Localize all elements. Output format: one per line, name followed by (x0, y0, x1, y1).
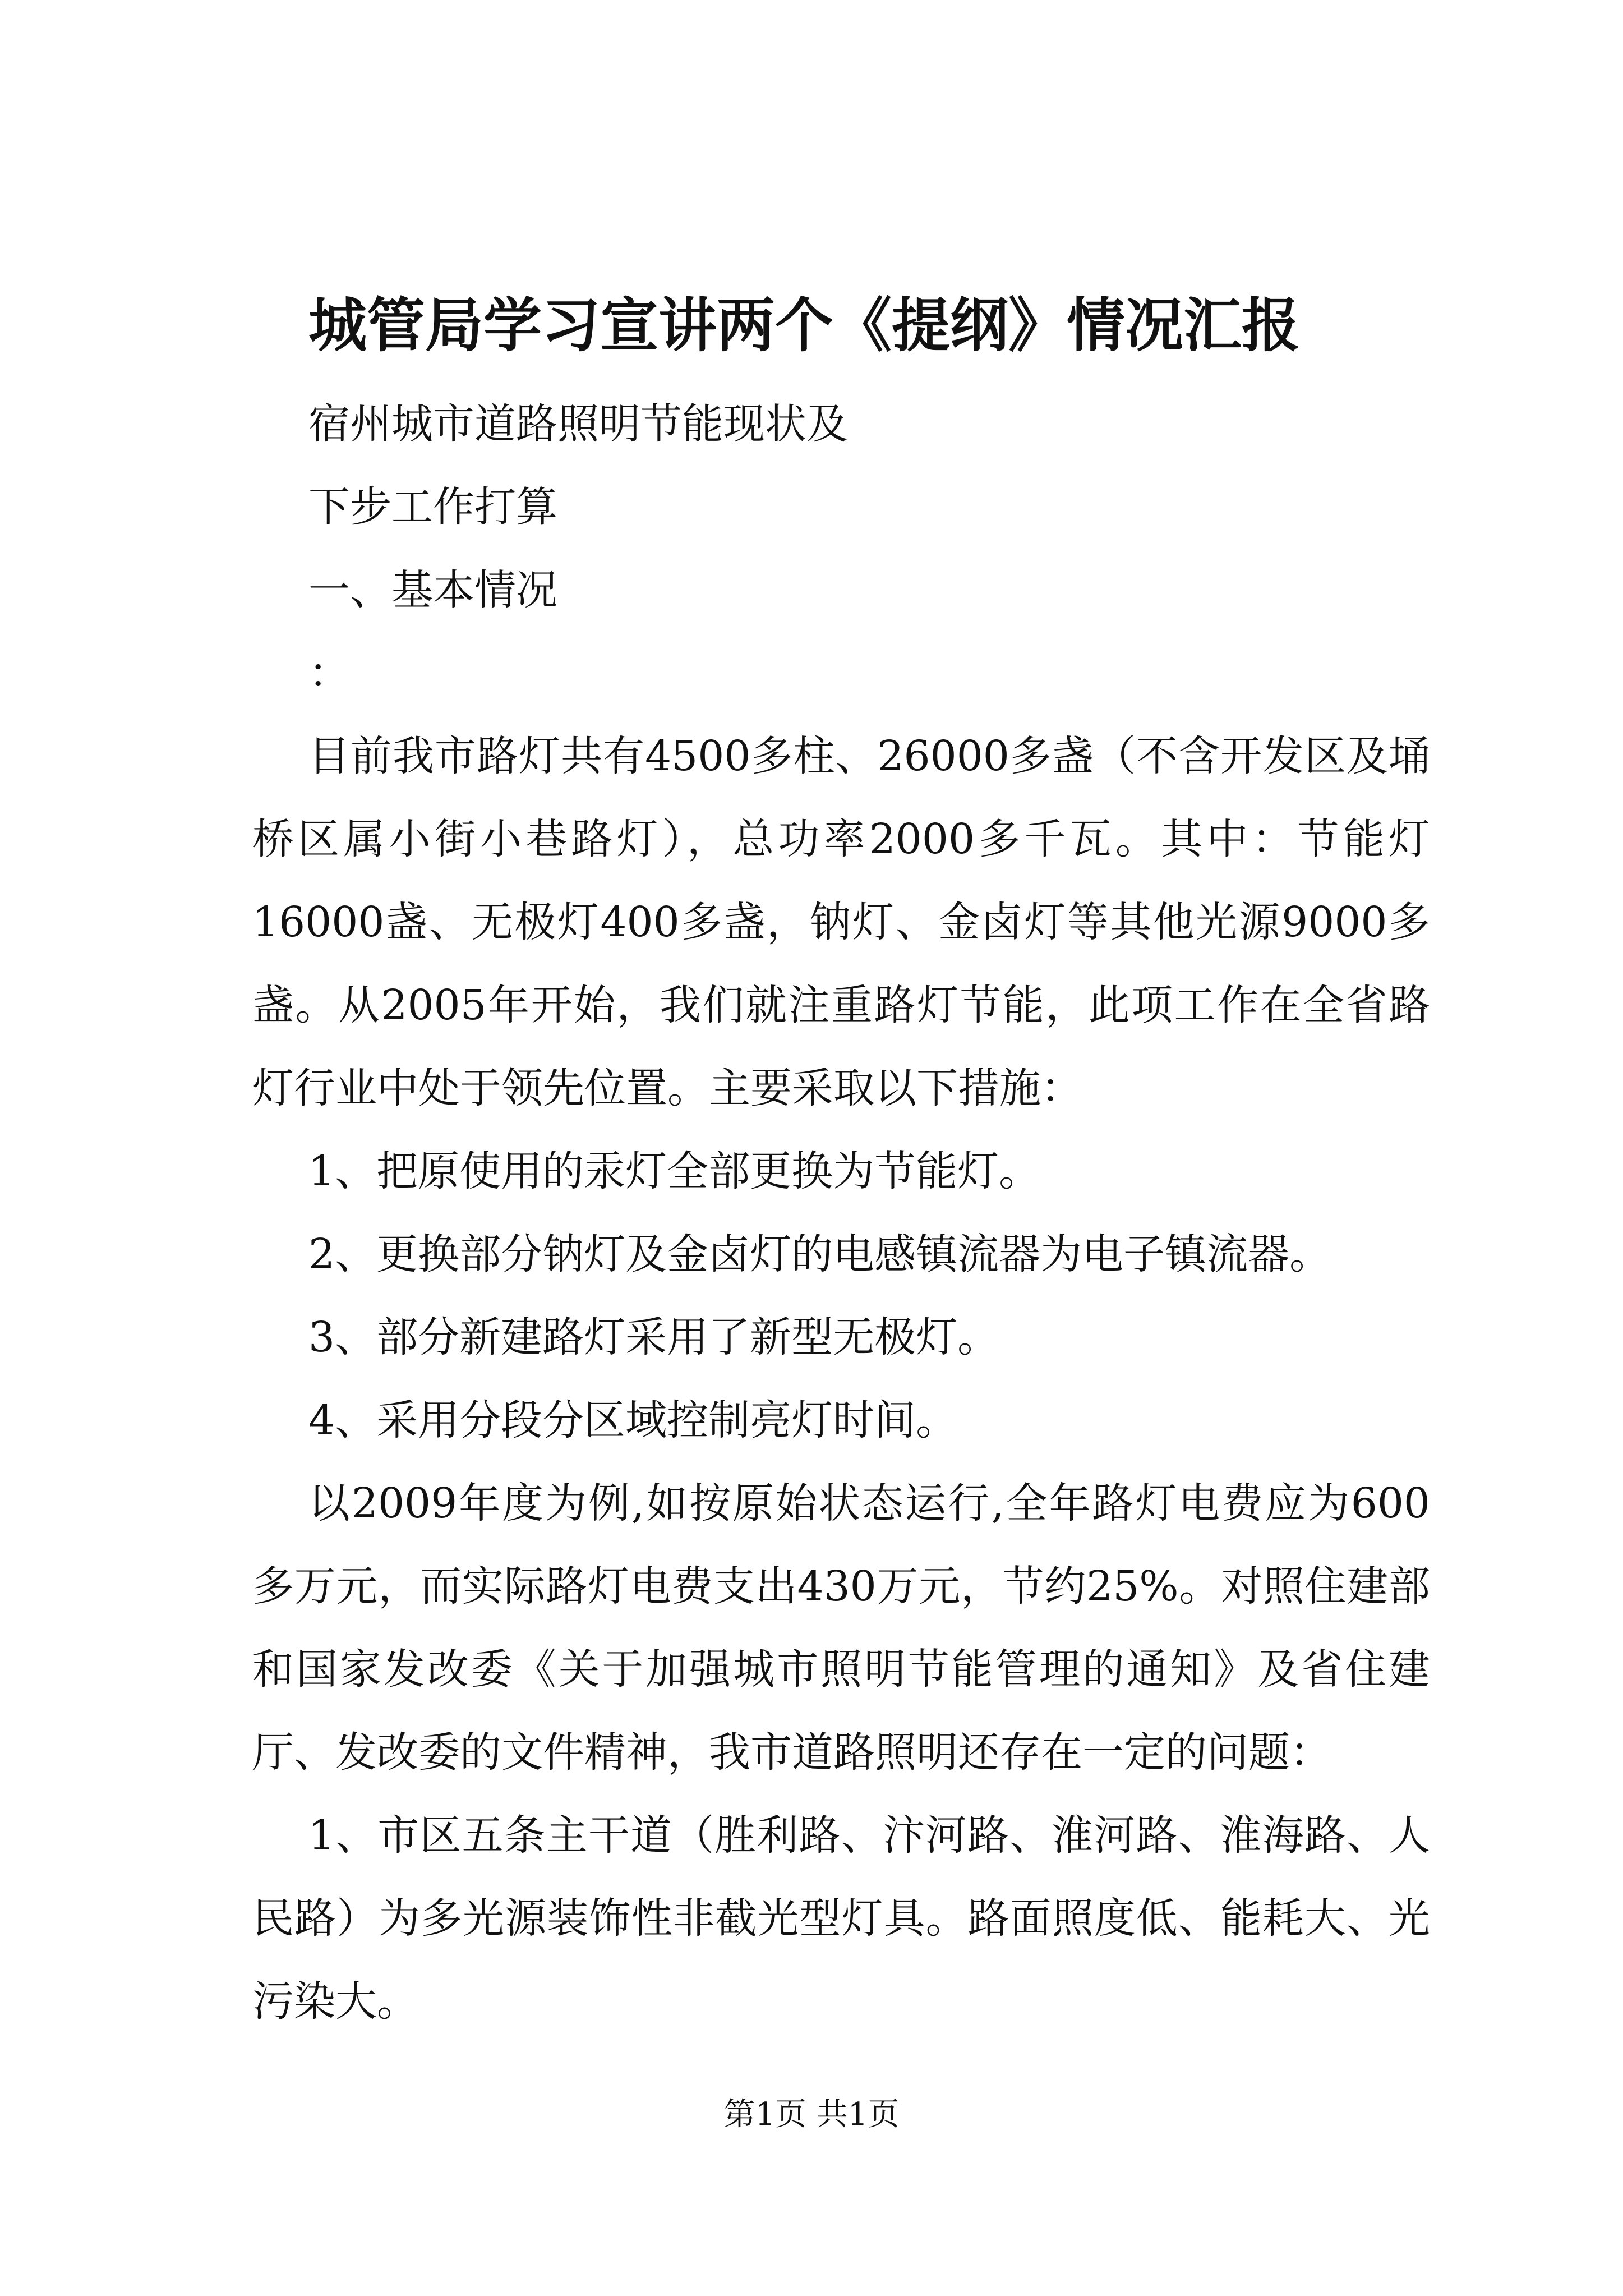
document-body (252, 383, 1430, 2043)
measure-item-1: 1、把原使用的汞灯全部更换为节能灯。 (308, 1147, 1041, 1195)
paragraph-2009: 以2009年度为例,如按原始状态运行,全年路灯电费应为600多万元，而实际路灯电费支出430万元，节约25%。对照住建部和国家发改委《关于加强城市照明节能管理的通知》及省住建厅、发改委的文件精神，我市道路照明还存在一定的问题： (252, 1479, 1430, 1777)
document-title: 城管局学习宣讲两个《提纲》情况汇报 (308, 291, 1301, 360)
paragraph-intro: 目前我市路灯共有4500多柱、26000多盏（不含开发区及埇桥区属小街小巷路灯），总功率2000多千瓦。其中：节能灯16000盏、无极灯400多盏，钠灯、金卤灯等其他光源9000多盏。从2005年开始，我们就注重路灯节能，此项工作在全省路灯行业中处于领先位置。主要采取以下措施： (252, 732, 1430, 1112)
page-footer: 第1页 共1页 (723, 2096, 900, 2133)
paragraph-problem-1: 1、市区五条主干道（胜利路、汴河路、淮河路、淮海路、人民路）为多光源装饰性非截光型灯具。路面照度低、能耗大、光污染大。 (252, 1811, 1430, 2026)
subtitle-line-1: 宿州城市道路照明节能现状及 (308, 400, 848, 448)
measure-item-4: 4、采用分段分区域控制亮灯时间。 (308, 1396, 958, 1444)
subtitle-line-2: 下步工作打算 (308, 483, 557, 531)
measure-item-3: 3、部分新建路灯采用了新型无极灯。 (308, 1313, 999, 1361)
measure-item-2: 2、更换部分钠灯及金卤灯的电感镇流器为电子镇流器。 (308, 1230, 1331, 1278)
colon-line: ： (308, 649, 350, 697)
section-heading-basic: 一、基本情况 (308, 566, 557, 614)
